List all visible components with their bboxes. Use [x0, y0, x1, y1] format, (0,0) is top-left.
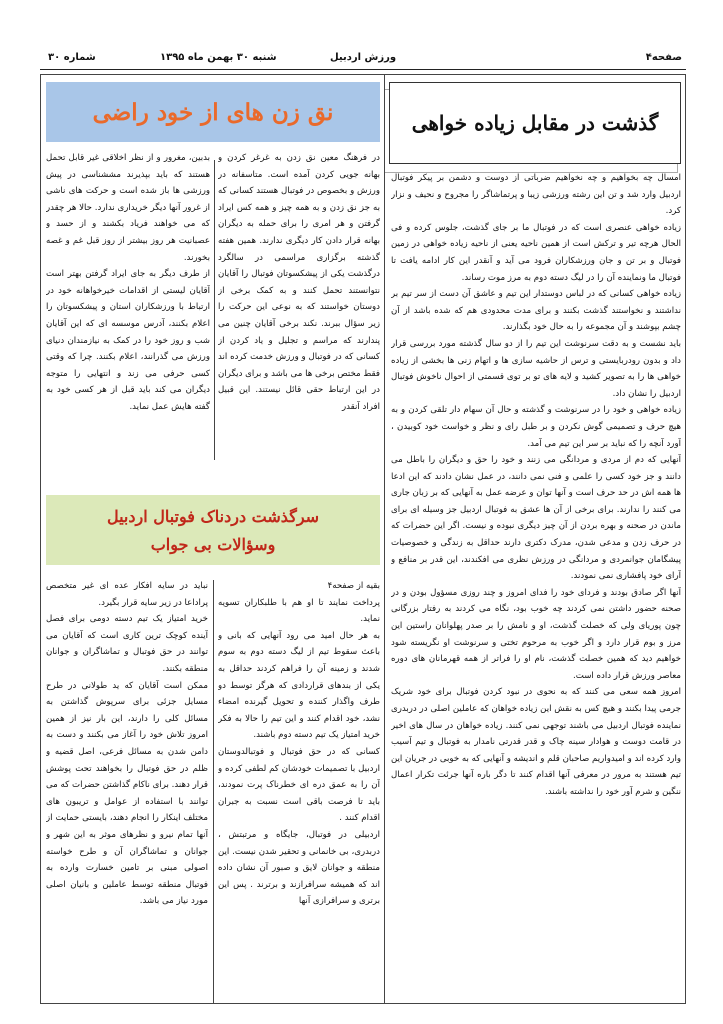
- paragraph: نباید در سایه افکار عده ای غیر متخصص پراداعا در زیر سایه قرار بگیرد.: [46, 581, 208, 608]
- paragraph: ممکن است آقایان که ید طولانی در طرح مسایل جزئی برای سرپوش گذاشتن به مسائل کلی را دارند، این بار نیز از همین امروز تلاش خود را آغاز می بکنند و دست به دامن شدن به مسائل فرعی، اصل قضیه و ظلم در حق فوتبال را بخواهند تحت پوشش قرار دهند. برای ناکام گذاشتن حضرات که می توانند با استفاده از عوامل و تریبون های مختلف اینکار را انجام دهند، بایستی حمایت از آنها تمام نیرو و نظرهای موثر به این شهر و جوانان و تماشاگران آن و طرح خواسته اصولی مبنی بر تامین خسارت وارده به فوتبال منطقه توسط عاملین و بانیان اصلی مورد نیاز می باشد.: [46, 680, 208, 907]
- page-number: صفحه۴: [645, 52, 682, 63]
- paragraph: پرداخت نمایند تا او هم با طلبکاران تسویه نماید.: [218, 597, 380, 625]
- section-title: ورزش اردبیل: [329, 52, 397, 63]
- paragraph: زیاده خواهی عنصری است که در فوتبال ما بر جای گذشت، جلوس کرده و فی الحال هرچه تیر و ترکش است از همین ناحیه یعنی از ناحیه زیاده خواهی در زمین فوتبال و بر تن و جان ورزشکاران فرود می آید و آنقدر این کار ادامه یافت تا فوتبال ما ونماینده آن را در لیگ دسته دوم به مرز موت رساند.: [391, 222, 681, 283]
- article3-title-line2: وسؤالات بی جواب: [150, 535, 276, 554]
- page-header: [40, 48, 686, 70]
- column-divider-lower: [213, 580, 214, 1004]
- column-divider: [384, 74, 385, 1004]
- issue-number: شماره ۳۰: [48, 52, 96, 63]
- article3-column-right: [218, 578, 380, 1000]
- paragraph: آنها اگر صادق بودند و فردای خود را فدای امروز و چند روزی مسؤول بودن و در صحنه حضور داشتن نمی کردند چه خوب بود، نگاه می کردند به رفتار بزرگانی چون پوریای ولی که خصلت گذشت، او و نامش را بر صدر پهلوانان راستین این مرز و بوم قرار دارد و اگر خوب به مرحوم تختی و سرنوشت او نگریسته شود خواهیم دید که همین خصلت گذشت، نام او را فراتر از همه قهرمانان های دوره معاصر ورزش قرار داده است.: [391, 587, 681, 681]
- paragraph: زیاده خواهی و خود را در سرنوشت و گذشته و حال آن سهام دار تلقی کردن و به هیچ حرف و تصمیمی گوش نکردن و بر طبل رای و نظر و خواست خود کوبیدن ، آورد آنچه را که نباید بر سر این تیم می آمد.: [391, 405, 681, 449]
- article3-column-left: [46, 578, 208, 1000]
- article1-title-box: [389, 82, 681, 164]
- article1-title: گذشت در مقابل زیاده خواهی: [411, 111, 659, 135]
- paragraph: امروز همه سعی می کنند که به نحوی در نبود کردن فوتبال برای خود شریک جرمی پیدا بکنند و هیچ کس به نقش این زیاده خواهان که عاملین اصلی در دربدری نماینده فوتبال اردبیل می باشند توجهی نمی کنند. زیاده خواهان در سال های اخیر در قامت دوست و هوادار سینه چاک و قدر قدرتی نامدار به فوتبال و تیم آسیب وارد کرده اند و امیدواریم صاحبان قلم و اندیشه و آنهایی که به خوبی در جریان این تیم هستند به مرور در معرفی آنها اقدام کنند تا دگر باره آنها جرئت تکرار اعمال ننگین و شرم آور خود را نداشته باشند.: [391, 687, 681, 797]
- issue-date: شنبه ۳۰ بهمن ماه ۱۳۹۵: [160, 52, 277, 63]
- paragraph: خرید امتیاز یک تیم دسته دومی برای فصل آینده کوچک ترین کاری است که آقایان می توانند در حق فوتبال و تماشاگران و جوانان منطقه بکنند.: [46, 614, 208, 674]
- paragraph: امسال چه بخواهیم و چه نخواهیم ضرباتی از دوست و دشمن بر پیکر فوتبال اردبیل وارد شد و تن این رشته ورزشی زیبا و پرتماشاگر را مجروح و نحیف و نزار کرد.: [391, 173, 681, 217]
- paragraph: باید نشست و به دقت سرنوشت این تیم را از دو سال گذشته مورد بررسی قرار داد و بدون رودربایستی و ترس از حاشیه سازی ها و اتهام زنی ها بخشی از زیاده خواهی ها را به تصویر کشید و لایه های تو بر توی قسمتی از احوال ناخوش فوتبال اردبیل را نشان داد.: [391, 338, 681, 399]
- paragraph: کسانی که در حق فوتبال و فوتبالدوستان اردبیل با تصمیمات خودشان کم لطفی کرده و آن را به عمق دره ای خطرناک پرت نمودند، باید تا فرصت باقی است نسبت به جبران اقدام کنند .: [218, 746, 380, 824]
- article2-column-right: [218, 150, 380, 470]
- continuation-note: بقیه از صفحه۴: [327, 581, 380, 591]
- paragraph: اردبیلی در فوتبال، جایگاه و مرتبتش ، دربدری، بی خانمانی و تحقیر شدن نیست. این منطقه و جوانان لایق و صبور آن نشان داده اند که همیشه سرافرازند و برترند . پس این برتری و سرافرازی آنها: [218, 829, 380, 907]
- paragraph: به هر حال امید می رود آنهایی که بانی و باعث سقوط تیم از لیگ دسته دوم به سوم شدند و زمینه آن را فراهم کردند حداقل به یکی از بندهای قراردادی که هرگز توسط دو طرف واگذار کننده و تحویل گیرنده امضاء نشد، خود اقدام کنند و این تیم را حالا به فکر خرید امتیاز یک تیم دسته دوم باشند.: [218, 630, 380, 741]
- paragraph: زیاده خواهی کسانی که در لباس دوستدار این تیم و عاشق آن دست از سر تیم بر نداشتند و نخواستند گذشت بکنند و برای مدت محدودی هم که شده باشد از آن چشم بپوشند و آن مجموعه را به حال خود بگذارند.: [391, 289, 681, 333]
- column-divider-upper: [214, 160, 215, 460]
- paragraph: بدبین، مغرور و از نظر اخلاقی غیر قابل تحمل هستند که باید بپذیرند مششناسی در پیش ورزشی ها باز شده است و حرکت های ناشی از غرور آنها دیگر خریداری ندارد. حالا هر چقدر که می خواهند فریاد بکشند و از حسد و عصبانیت هر روز بیشتر از روز قبل غم و غصه بخورند.: [46, 153, 210, 263]
- article3-title-line1: سرگذشت دردناک فوتبال اردبیل: [106, 507, 320, 526]
- article2-title: نق زن های از خود راضی: [92, 98, 334, 126]
- article2-title-box: [46, 82, 380, 142]
- article1-body: [391, 170, 681, 1000]
- article3-title-box: [46, 495, 380, 565]
- paragraph: آنهایی که دم از مردی و مردانگی می زنند و خود را حق و دیگران را باطل می دانند و جز خود کسی را علمی و فنی نمی دانند، در عمل نشان دادند که این ادعا ها همه اش در حد حرف است و آنها توان و عرضه عمل به آنهایی که بر زبان جاری می کنند را ندارند. برای برخی از آن ها عشق به فوتبال اردبیل جز وسیله ای برای ماندن در صحنه و بهره بردن از آن چیز دیگری نبوده و نیست. اگر این حضرات که در حرف زدن و مدعی شدن، مدرک دکتری دارند حداقل به زندگی و خصوصیات پیشگامان جوانمردی و مردانگی در ورزش نظری می افکندند، این قدر بر منافع و آرای خود پافشاری نمی نمودند.: [391, 455, 681, 582]
- paragraph: از طرف دیگر به جای ایراد گرفتن بهتر است آقایان لیستی از اقدامات خیرخواهانه خود در ارتباط با ورزشکاران استان و پیشکسوتان را اعلام بکنند، آدرس موسسه ای که این آقایان شب و روز خود را در کمک به نیازمندان دنیای ورزش می گذرانند، اعلام بکنند. چرا که وقتی کسی حرفی می زند و انتهایی را متوجه دیگران می کند باید قبل از هر کسی خود به گفته هایش عمل نماید.: [46, 269, 210, 412]
- article2-column-left: [46, 150, 210, 470]
- paragraph: در فرهنگ معین نق زدن به غرغر کردن و بهانه جویی کردن آمده است. متاسفانه در ورزش و بخصوص در فوتبال هستند کسانی که به جز نق زدن و به همه چیز و همه کس ایراد گرفتن و هر امری را برای حمله به دیگران بهانه قرار دادن کار دیگری ندارند. همین هفته گذشته برگزاری مراسمی در سالگرد درگذشت یکی از پیشکسوتان فوتبال را آقایان نتوانستند تحمل کنند و به کمک برخی از دوستان خواستند که به نوعی این حرکت را زیر سؤال ببرند. نکند برخی آقایان چنین می پندارند که مراسم و تجلیل و یاد کردن از کسانی که در فوتبال و ورزش خدمت کرده اند فقط مختص برخی ها می باشد و برای دیگران در این ارتباط حقی قائل نیستند. این قبیل افراد آنقدر: [218, 153, 380, 412]
